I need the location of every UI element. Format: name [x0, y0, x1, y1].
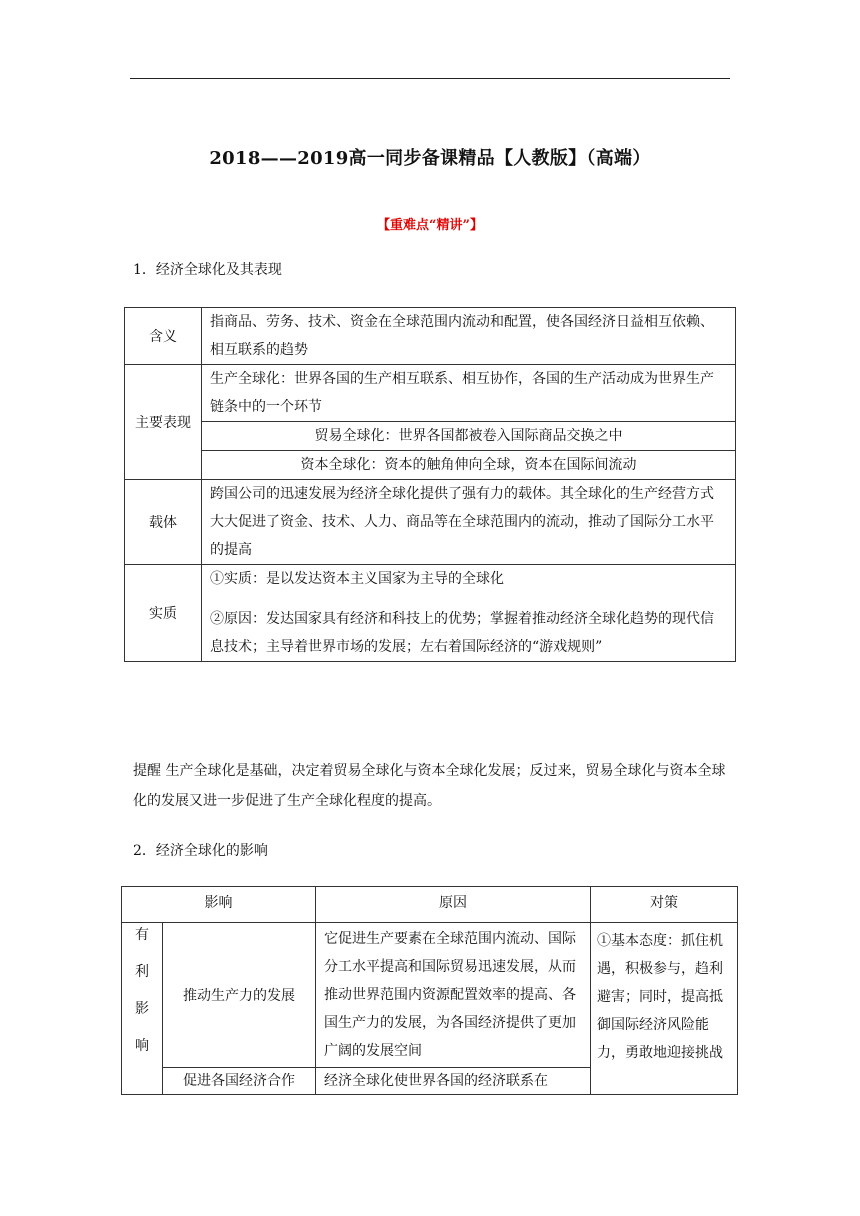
row-text: 指商品、劳务、技术、资金在全球范围内流动和配置，使各国经济日益相互依赖、相互联系的趋势 [202, 308, 736, 365]
table-row [125, 308, 736, 365]
table-row [125, 422, 736, 451]
section2-heading: 2．经济全球化的影响 [133, 843, 268, 859]
document-title: 2018——2019高一同步备课精品【人教版】（高端） [209, 148, 651, 169]
row-text [202, 565, 736, 662]
effect-cell: 推动生产力的发展 [163, 923, 316, 1068]
row-label: 实质 [125, 565, 202, 662]
section-subtitle: 【重难点“精讲”】 [377, 218, 483, 233]
policy-cell: ①基本态度：抓住机遇，积极参与，趋利避害；同时，提高抵御国际经济风险能力，勇敢地迎接挑战 [591, 923, 738, 1095]
table-row [122, 923, 738, 1068]
section1-heading: 1．经济全球化及其表现 [133, 262, 282, 278]
table-row [125, 365, 736, 422]
essence-line: ①实质：是以发达资本主义国家为主导的全球化 [210, 571, 504, 587]
row-text: 生产全球化：世界各国的生产相互联系、相互协作，各国的生产活动成为世界生产链条中的一个环节 [202, 365, 736, 422]
table-row [125, 451, 736, 480]
row-text: 贸易全球化：世界各国都被卷入国际商品交换之中 [202, 422, 736, 451]
row-label: 主要表现 [125, 365, 202, 480]
column-header: 影响 [122, 887, 316, 923]
column-header: 对策 [591, 887, 738, 923]
table-header-row [122, 887, 738, 923]
table-row [125, 480, 736, 565]
row-label: 含义 [125, 308, 202, 365]
tip-paragraph: 提醒 生产全球化是基础，决定着贸易全球化与资本全球化发展；反过来，贸易全球化与资本全球化的发展又进一步促进了生产全球化程度的提高。 [133, 763, 726, 809]
reason-cell: 经济全球化使世界各国的经济联系在 [316, 1068, 591, 1095]
row-text: 跨国公司的迅速发展为经济全球化提供了强有力的载体。其全球化的生产经营方式大大促进了资金、技术、人力、商品等在全球范围内的流动，推动了国际分工水平的提高 [202, 480, 736, 565]
impact-table [121, 886, 738, 1095]
row-text: 资本全球化：资本的触角伸向全球，资本在国际间流动 [202, 451, 736, 480]
column-header: 原因 [316, 887, 591, 923]
group-label: 有 利 影 响 [122, 923, 163, 1095]
reason-cell: 它促进生产要素在全球范围内流动、国际分工水平提高和国际贸易迅速发展，从而推动世界范围内资源配置效率的提高、各国生产力的发展，为各国经济提供了更加广阔的发展空间 [316, 923, 591, 1068]
header-rule [130, 78, 730, 79]
reason-line: ②原因：发达国家具有经济和科技上的优势；掌握着推动经济全球化趋势的现代信息技术；主导着世界市场的发展；左右着国际经济的“游戏规则” [210, 611, 714, 655]
table-row [125, 565, 736, 662]
effect-cell: 促进各国经济合作 [163, 1068, 316, 1095]
globalization-table [124, 307, 736, 662]
row-label: 载体 [125, 480, 202, 565]
